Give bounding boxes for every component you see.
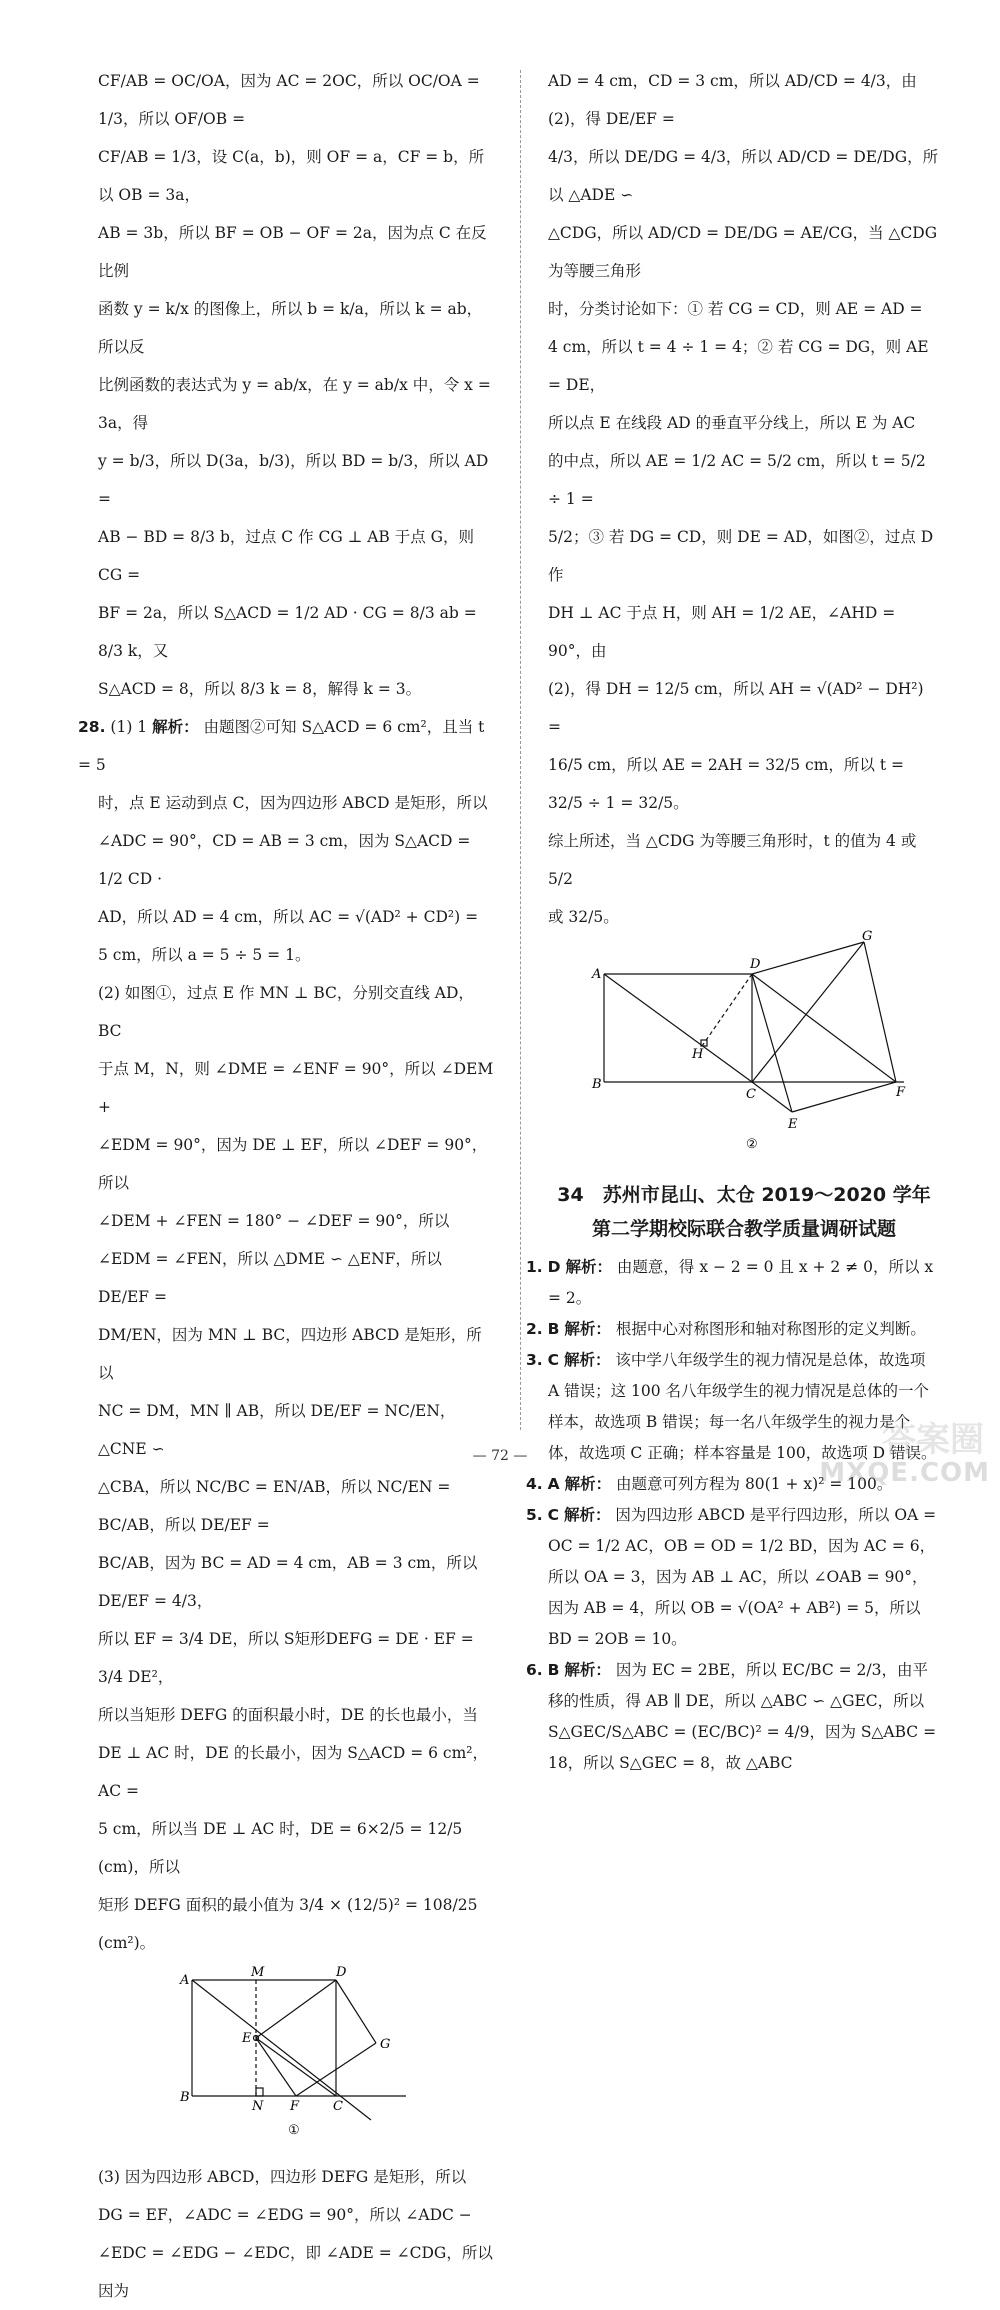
text-line: CF/AB = 1/3，设 C(a，b)，则 OF = a，CF = b，所以 OB = 3a， <box>98 148 485 204</box>
text-line: (3) 因为四边形 ABCD，四边形 DEFG 是矩形，所以 <box>98 2168 467 2186</box>
analysis-tag: 解析： <box>563 1351 611 1369</box>
text-line: BF = 2a，所以 S△ACD = 1/2 AD · CG = 8/3 ab = 8/3 k，又 <box>98 604 477 660</box>
section-title-line-2: 第二学期校际联合教学质量调研试题 <box>591 1218 896 1240</box>
text-line: AD = 4 cm，CD = 3 cm，所以 AD/CD = 4/3，由(2)，得 DE/EF = <box>548 72 917 128</box>
figure-2-diagram <box>574 929 914 1152</box>
answer-text: 该中学八年级学生的视力情况是总体，故选项 A 错误；这 100 名八年级学生的视力情况是总体的一个样本，故选项 B 错误；每一名八年级学生的视力是个体，故选项 C 正确；样本容量是 100，故选项 D 错误。 <box>548 1351 937 1462</box>
text-line: 所以 EF = 3/4 DE，所以 S矩形DEFG = DE · EF = 3/4 DE²， <box>98 1630 474 1686</box>
left-column <box>78 62 494 2310</box>
text-line: ∠ADC = 90°，CD = AB = 3 cm，因为 S△ACD = 1/2 CD · <box>98 832 471 888</box>
section-title <box>548 1178 940 1246</box>
fig1-label-F: F <box>290 2099 300 2114</box>
answer-number: 4. <box>526 1475 543 1493</box>
fig2-label-B: B <box>592 1077 602 1092</box>
fig1-label-B: B <box>180 2090 190 2105</box>
text-line: ∠EDM = 90°，因为 DE ⊥ EF，所以 ∠DEF = 90°，所以 <box>98 1136 488 1192</box>
answer-number: 5. <box>526 1506 543 1524</box>
fig1-label-G: G <box>380 2037 391 2052</box>
text-line: 所以当矩形 DEFG 的面积最小时，DE 的长也最小，当 <box>98 1706 478 1724</box>
answer-item <box>526 1655 940 1779</box>
answer-text: 根据中心对称图形和轴对称图形的定义判断。 <box>615 1320 926 1338</box>
watermark-text: MXQE.COM <box>819 1458 990 1488</box>
fig2-caption: ② <box>746 1137 758 1152</box>
text-line: 5 cm，所以 a = 5 ÷ 5 = 1。 <box>98 946 311 964</box>
text-line: △CDG，所以 AD/CD = DE/DG = AE/CG，当 △CDG 为等腰三角形 <box>548 224 938 280</box>
answer-text: 因为 EC = 2BE，所以 EC/BC = 2/3，由平移的性质，得 AB ∥ DE，所以 △ABC ∽ △GEC，所以 S△GEC/S△ABC = (EC/BC)² = 4/9，因为 S△ABC = 18，所以 S△GEC = 8，故 △ABC <box>548 1661 937 1772</box>
answer-choice: A <box>547 1475 560 1493</box>
text-line: DE ⊥ AC 时，DE 的长最小，因为 S△ACD = 6 cm²，AC = <box>98 1744 488 1800</box>
analysis-tag: 解析： <box>564 1320 611 1338</box>
text-line: 时，点 E 运动到点 C，因为四边形 ABCD 是矩形，所以 <box>98 794 488 812</box>
text-line: 的中点，所以 AE = 1/2 AC = 5/2 cm，所以 t = 5/2 ÷ 1 = <box>548 452 926 508</box>
continuation-27 <box>98 62 494 708</box>
watermark <box>819 1412 994 1492</box>
text-line: 于点 M，N，则 ∠DME = ∠ENF = 90°，所以 ∠DEM + <box>98 1060 494 1116</box>
text-line: 5 cm，所以当 DE ⊥ AC 时，DE = 6×2/5 = 12/5 (cm)，所以 <box>98 1820 463 1876</box>
answer-choice: C <box>547 1351 560 1369</box>
analysis-tag: 解析： <box>564 1475 612 1493</box>
text-line: 5/2；③ 若 DG = CD，则 DE = AD，如图②，过点 D 作 <box>548 528 934 584</box>
figure-1-diagram <box>176 1965 416 2138</box>
text-line: 矩形 DEFG 面积的最小值为 3/4 × (12/5)² = 108/25 (cm²)。 <box>98 1896 478 1952</box>
fig2-label-C: C <box>746 1087 756 1102</box>
answer-text: 由题意可列方程为 80(1 + x)² = 100。 <box>616 1475 893 1493</box>
text-line: BC/AB，因为 BC = AD = 4 cm，AB = 3 cm，所以 DE/EF = 4/3， <box>98 1554 478 1610</box>
fig2-label-H: H <box>692 1047 704 1062</box>
analysis-tag: 解析： <box>564 1661 611 1679</box>
fig1-label-A: A <box>180 1973 190 1988</box>
text-line: DH ⊥ AC 于点 H，则 AH = 1/2 AE，∠AHD = 90°，由 <box>548 604 896 660</box>
text-line: DG = EF，∠ADC = ∠EDG = 90°，所以 ∠ADC − <box>98 2206 472 2224</box>
text-line: 4 cm，所以 t = 4 ÷ 1 = 4；② 若 CG = DG，则 AE = DE， <box>548 338 929 394</box>
answer-number: 1. <box>526 1258 543 1276</box>
section-title-line-1: 34 苏州市昆山、太仓 2019～2020 学年 <box>557 1184 931 1206</box>
fig2-label-F: F <box>896 1085 906 1100</box>
analysis-tag: 解析： <box>563 1506 611 1524</box>
analysis-tag: 解析： <box>565 1258 612 1276</box>
text-line: 综上所述，当 △CDG 为等腰三角形时，t 的值为 4 或 5/2 <box>548 832 917 888</box>
answer-text: 由题意，得 x − 2 = 0 且 x + 2 ≠ 0，所以 x = 2。 <box>548 1258 934 1307</box>
text-line: 或 32/5。 <box>548 908 619 926</box>
q28-part1-head <box>78 708 494 784</box>
text-line: 由题图②可知 S△ACD = 6 cm²，且当 t = 5 <box>78 718 485 774</box>
fig1-label-D: D <box>336 1965 347 1980</box>
answer-number: 6. <box>526 1661 543 1679</box>
answer-item <box>526 1314 940 1345</box>
text-line: y = b/3，所以 D(3a，b/3)，所以 BD = b/3，所以 AD = <box>98 452 489 508</box>
fig1-label-M: M <box>251 1965 265 1980</box>
text-line: 函数 y = k/x 的图像上，所以 b = k/a，所以 k = ab，所以反 <box>98 300 483 356</box>
answer-choice: D <box>547 1258 561 1276</box>
text-line: 所以点 E 在线段 AD 的垂直平分线上，所以 E 为 AC <box>548 414 916 432</box>
answer-item <box>526 1500 940 1655</box>
question-28 <box>78 708 494 2310</box>
answer-number: 2. <box>526 1320 543 1338</box>
right-column <box>526 62 940 1779</box>
text-line: ∠EDC = ∠EDG − ∠EDC，即 ∠ADE = ∠CDG，所以因为 <box>98 2244 493 2300</box>
fig1-label-C: C <box>333 2099 343 2114</box>
text-line: △CBA，所以 NC/BC = EN/AB，所以 NC/EN = BC/AB，所以 DE/EF = <box>98 1478 451 1534</box>
text-line: (2)，得 DH = 12/5 cm，所以 AH = √(AD² − DH²) = <box>548 680 924 736</box>
analysis-tag: 解析： <box>152 718 199 736</box>
answer-number: 3. <box>526 1351 543 1369</box>
text-line: ∠EDM = ∠FEN，所以 △DME ∽ △ENF，所以 DE/EF = <box>98 1250 442 1306</box>
answer-choice: C <box>547 1506 560 1524</box>
fig1-label-N: N <box>252 2099 264 2114</box>
answer-text: 因为四边形 ABCD 是平行四边形，所以 OA = OC = 1/2 AC，OB = OD = 1/2 BD，因为 AC = 6，所以 OA = 3，因为 AB ⊥ AC，所以 ∠OAB = 90°，因为 AB = 4，所以 OB = √(OA² + AB²) = 5，所以 BD = 2OB = 10。 <box>548 1506 937 1648</box>
text-line: 比例函数的表达式为 y = ab/x，在 y = ab/x 中，令 x = 3a，得 <box>98 376 491 432</box>
text-line: ∠DEM + ∠FEN = 180° − ∠DEF = 90°，所以 <box>98 1212 450 1230</box>
text-line: 4/3，所以 DE/DG = 4/3，所以 AD/CD = DE/DG，所以 △ADE ∽ <box>548 148 939 204</box>
text-line: S△ACD = 8，所以 8/3 k = 8，解得 k = 3。 <box>98 680 422 698</box>
question-number: 28. <box>78 718 106 736</box>
fig2-label-D: D <box>750 957 761 972</box>
continuation-28 <box>548 62 940 936</box>
fig2-label-A: A <box>592 967 602 982</box>
part1-answer: (1) 1 <box>110 718 148 736</box>
text-line: (2) 如图①，过点 E 作 MN ⊥ BC，分别交直线 AD，BC <box>98 984 474 1040</box>
fig2-label-E: E <box>788 1117 798 1132</box>
answer-choice: B <box>547 1661 560 1679</box>
figure-1 <box>98 1965 494 2152</box>
answer-choice: B <box>547 1320 560 1338</box>
answer-item <box>526 1252 940 1314</box>
text-line: AB − BD = 8/3 b，过点 C 作 CG ⊥ AB 于点 G，则 CG = <box>98 528 475 584</box>
text-line: AB = 3b，所以 BF = OB − OF = 2a，因为点 C 在反比例 <box>98 224 487 280</box>
text-line: 16/5 cm，所以 AE = 2AH = 32/5 cm，所以 t = 32/5 ÷ 1 = 32/5。 <box>548 756 904 812</box>
fig2-label-G: G <box>862 929 873 944</box>
text-line: 时，分类讨论如下：① 若 CG = CD，则 AE = AD = <box>548 300 923 318</box>
text-line: NC = DM，MN ∥ AB，所以 DE/EF = NC/EN，△CNE ∽ <box>98 1402 456 1458</box>
text-line: DM/EN，因为 MN ⊥ BC，四边形 ABCD 是矩形，所以 <box>98 1326 482 1382</box>
figure-2 <box>548 929 940 1166</box>
column-divider <box>520 70 521 1430</box>
text-line: AD，所以 AD = 4 cm，所以 AC = √(AD² + CD²) = <box>98 908 479 926</box>
fig1-label-E: E <box>242 2031 252 2046</box>
watermark-logo: 答案圈 <box>882 1420 984 1460</box>
page-number: — 72 — <box>472 1448 528 1464</box>
text-line: CF/AB = OC/OA，因为 AC = 2OC，所以 OC/OA = 1/3，所以 OF/OB = <box>98 72 480 128</box>
answer-list <box>526 1252 940 1779</box>
fig1-caption: ① <box>288 2123 300 2138</box>
